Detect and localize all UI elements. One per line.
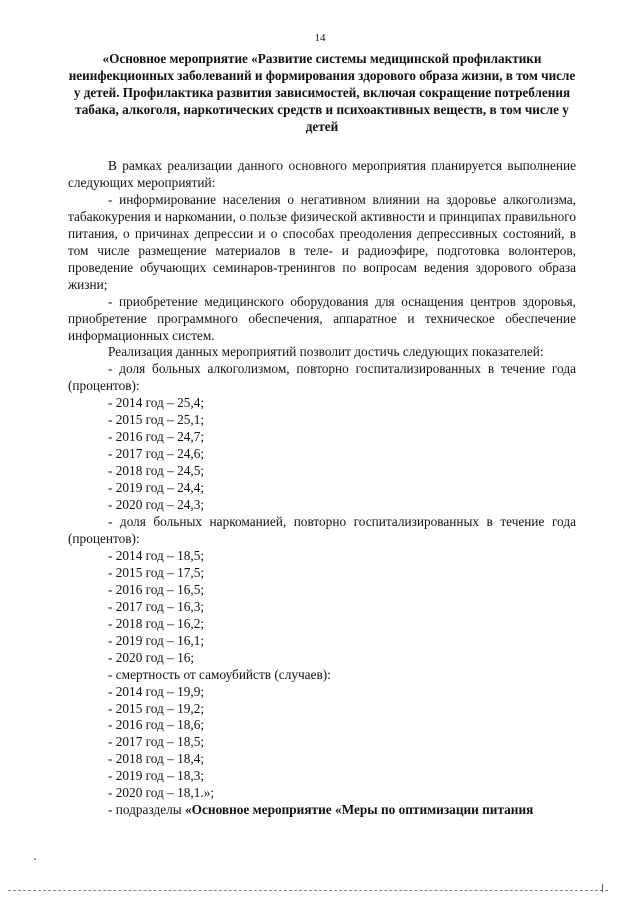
indicator-value: - 2014 год – 25,4;	[108, 395, 205, 411]
measure-item: - приобретение медицинского оборудования для оснащения центров здоровья, приобретение программного обеспечения, аппаратное и техническое обеспечение информационных систем.	[68, 293, 576, 343]
indicator-value: - 2020 год – 18,1.»;	[108, 785, 215, 801]
document-body	[68, 158, 576, 819]
indicator-value: - 2017 год – 18,5;	[108, 734, 205, 750]
indicator-value: - 2018 год – 18,4;	[108, 751, 205, 767]
indicator-title: - смертность от самоубийств (случаев):	[108, 666, 331, 682]
subsections-bold-text: «Основное мероприятие «Меры по оптимизации питания	[185, 802, 534, 818]
indicator-value: - 2016 год – 24,7;	[108, 429, 205, 445]
page-number: 14	[314, 32, 326, 44]
indicator-value: - 2017 год – 24,6;	[108, 446, 205, 462]
indicator-value: - 2019 год – 24,4;	[108, 480, 205, 496]
indicator-value: - 2017 год – 16,3;	[108, 598, 205, 614]
indicator-value: - 2014 год – 19,9;	[108, 683, 205, 699]
footer-rule	[8, 890, 608, 891]
indicator-value: - 2014 год – 18,5;	[108, 547, 205, 563]
indicator-value: - 2018 год – 16,2;	[108, 615, 205, 631]
indicator-value: - 2019 год – 16,1;	[108, 632, 205, 648]
indicator-value: - 2019 год – 18,3;	[108, 768, 205, 784]
indicator-value: - 2020 год – 16;	[108, 649, 195, 665]
footer-tick	[602, 884, 603, 892]
indicators-intro: Реализация данных мероприятий позволит достичь следующих показателей:	[108, 344, 544, 360]
scan-speck	[34, 858, 36, 860]
intro-paragraph: В рамках реализации данного основного мероприятия планируется выполнение следующих мероприятий:	[68, 158, 576, 190]
subsections-prefix: - подразделы	[108, 802, 186, 818]
indicator-value: - 2015 год – 17,5;	[108, 564, 205, 580]
indicator-value: - 2015 год – 25,1;	[108, 412, 205, 428]
indicator-value: - 2020 год – 24,3;	[108, 497, 205, 513]
indicator-value: - 2018 год – 24,5;	[108, 463, 205, 479]
section-heading: «Основное мероприятие «Развитие системы медицинской профилактики неинфекционных заболеваний и формирования здорового образа жизни, в том числе у детей. Профилактика развития зависимостей, включая сокращение потребления табака, алкоголя, наркотических средств и психоактивных веществ, в том числе у детей	[68, 51, 576, 134]
indicator-value: - 2016 год – 16,5;	[108, 581, 205, 597]
indicator-title: - доля больных алкоголизмом, повторно госпитализированных в течение года (процентов):	[68, 361, 576, 394]
subsections-line	[68, 802, 576, 819]
measure-item: - информирование населения о негативном влиянии на здоровье алкоголизма, табакокурения и наркомании, о пользе физической активности и принципах правильного питания, о причинах депрессии и о способах преодоления депрессивных состояний, в том числе размещение материалов в теле- и радиоэфире, подготовка волонтеров, проведение обучающих семинаров-тренингов по вопросам ведения здорового образа жизни;	[68, 191, 576, 292]
indicator-value: - 2016 год – 18,6;	[108, 717, 205, 733]
indicator-value: - 2015 год – 19,2;	[108, 700, 205, 716]
indicator-title: - доля больных наркоманией, повторно госпитализированных в течение года (процентов):	[68, 514, 576, 546]
